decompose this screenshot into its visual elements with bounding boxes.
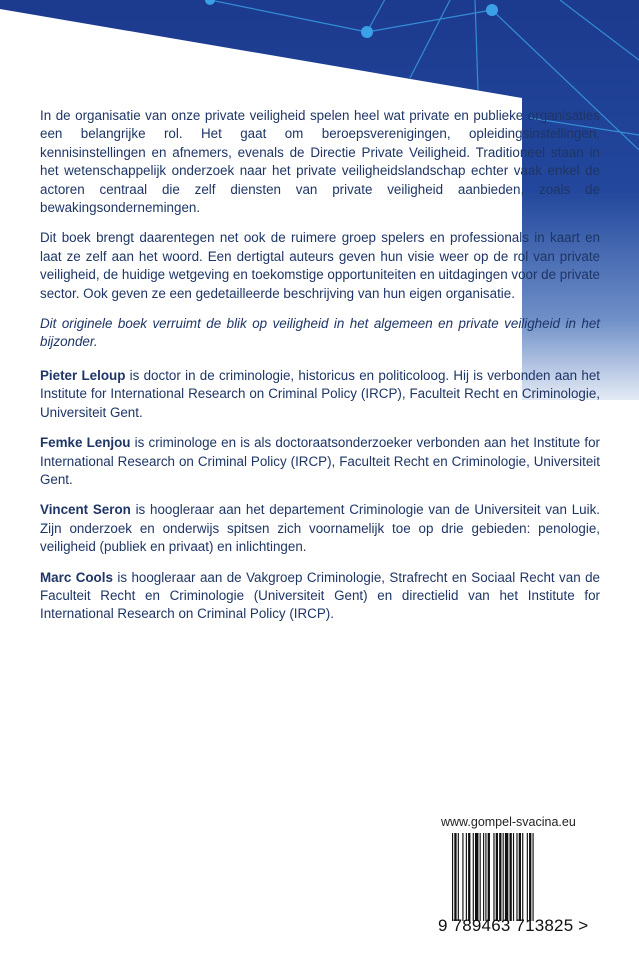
author-bios xyxy=(40,367,600,636)
barcode-bar xyxy=(488,833,490,921)
barcode-bar xyxy=(454,833,456,921)
blurb xyxy=(40,107,600,364)
barcode-bar xyxy=(505,833,508,921)
publisher-url: www.gompel-svacina.eu xyxy=(441,815,576,829)
author-name: Femke Lenjou xyxy=(40,435,131,451)
barcode-bar xyxy=(519,833,521,921)
author-bio xyxy=(40,569,600,624)
barcode-bar xyxy=(452,833,453,921)
barcode-bar xyxy=(533,833,534,921)
author-bio xyxy=(40,501,600,556)
barcode-bar xyxy=(522,833,523,921)
author-bio xyxy=(40,367,600,422)
barcode-bar xyxy=(473,833,474,921)
barcode-bar xyxy=(493,833,494,921)
barcode-bar xyxy=(485,833,486,921)
author-name: Vincent Seron xyxy=(40,502,131,518)
barcode-bar xyxy=(527,833,528,921)
barcode-bar xyxy=(510,833,512,921)
barcode-bar xyxy=(529,833,531,921)
barcode-bar xyxy=(483,833,484,921)
barcode-bar xyxy=(503,833,504,921)
barcode-bar xyxy=(466,833,467,921)
barcode-bar xyxy=(496,833,498,921)
author-name: Pieter Leloup xyxy=(40,368,126,383)
barcode-bar xyxy=(499,833,501,921)
blurb-paragraph-2: Dit boek brengt daarentegen net ook de ruimere groep spelers en professionals in kaart en laat ze zelf aan het woord. Een dertigtal auteurs geven hun visie weer op de rol van private veiligheid, de huidige wetgeving en toekomstige opportuniteiten en uitdagingen voor de private sector. Ook geven ze een gedetailleerde beschrijving van hun eigen organisatie. xyxy=(40,230,600,301)
barcode-bar xyxy=(475,833,478,921)
author-description: is hoogleraar aan het departement Criminologie van de Universiteit van Luik. Zijn onderzoek en onderwijs spitsen zich voornamelijk toe op drie gebieden: penologie, veiligheid (publiek en privaat) en inlichtingen. xyxy=(40,502,600,555)
author-description: is hoogleraar aan de Vakgroep Criminologie, Strafrecht en Sociaal Recht van de Faculteit Recht en Criminologie (Universiteit Gent) en directielid van het Institute for International Research on Criminal Policy (IRCP). xyxy=(40,569,600,622)
blurb-paragraph-3: Dit originele boek verruimt de blik op veiligheid in het algemeen en private veiligheid in het bijzonder. xyxy=(40,316,600,350)
barcode-bar xyxy=(458,833,459,921)
barcode-bar xyxy=(468,833,470,921)
blurb-paragraph-1: In de organisatie van onze private veiligheid spelen heel wat private en publieke organisaties een belangrijke rol. Het gaat om beroepsverenigingen, opleidingsinstellingen, kennisinstellingen en afnemers, evenals de Directie Private Veiligheid. Traditioneel staan in het wetenschappelijk onderzoek naar het private veiligheidslandschap echter vaak enkel de actoren centraal die zelf diensten van private veiligheid aanbieden, zoals de bewakingsondernemingen. xyxy=(40,108,600,216)
barcode-bar xyxy=(516,833,517,921)
barcode-bar xyxy=(480,833,481,921)
author-description: is doctor in de criminologie, historicus en politicoloog. Hij is verbonden aan het Institute for International Research on Criminal Policy (IRCP), Faculteit Recht en Criminologie, Universiteit Gent. xyxy=(40,368,601,420)
isbn-barcode xyxy=(452,833,572,921)
author-name: Marc Cools xyxy=(40,569,113,585)
isbn-number: 9 789463 713825 > xyxy=(438,916,589,935)
barcode-bar xyxy=(513,833,514,921)
author-description: is criminologe en is als doctoraatsonderzoeker verbonden aan het Institute for International Research on Criminal Policy (IRCP), Faculteit Recht en Criminologie, Universiteit Gent. xyxy=(40,435,600,488)
barcode-bar xyxy=(462,833,463,921)
author-bio xyxy=(40,434,600,489)
